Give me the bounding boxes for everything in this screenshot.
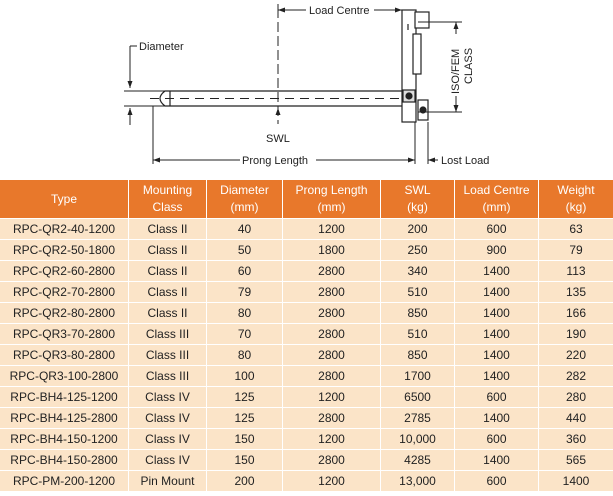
cell-swl: 10,000 (381, 429, 455, 450)
diameter-dimension (124, 46, 172, 125)
column-header-line2: (kg) (565, 200, 587, 214)
cell-load-centre: 1400 (455, 366, 539, 387)
table-body (0, 219, 613, 492)
cell-diameter: 40 (207, 219, 283, 240)
cell-load-centre: 1400 (455, 408, 539, 429)
cell-diameter: 125 (207, 408, 283, 429)
column-header-line2: (kg) (407, 200, 428, 214)
column-header-line1: Type (50, 191, 77, 206)
specification-table (0, 180, 613, 492)
cell-prong-length: 2800 (283, 282, 381, 303)
column-header-line2: (mm) (230, 200, 259, 214)
cell-prong-length: 2800 (283, 366, 381, 387)
cell-weight: 190 (539, 324, 613, 345)
cell-type: RPC-PM-200-1200 (0, 471, 129, 492)
load-centre-label: Load Centre (309, 5, 370, 17)
column-header-diameter (207, 180, 283, 219)
cell-load-centre: 1400 (455, 345, 539, 366)
cell-swl: 1700 (381, 366, 455, 387)
cell-prong-length: 1200 (283, 471, 381, 492)
cell-swl: 850 (381, 303, 455, 324)
column-header-swl (381, 180, 455, 219)
swl-label: SWL (266, 133, 290, 145)
table-row (0, 450, 613, 471)
cell-prong-length: 2800 (283, 303, 381, 324)
cell-type: RPC-QR2-50-1800 (0, 240, 129, 261)
cell-load-centre: 1400 (455, 282, 539, 303)
class-label: CLASS (463, 47, 475, 84)
table-row (0, 261, 613, 282)
column-header-weight (539, 180, 613, 219)
column-header-line1: Mounting (142, 183, 193, 197)
cell-weight: 1400 (539, 471, 613, 492)
column-header-type (0, 180, 129, 219)
cell-prong-length: 2800 (283, 324, 381, 345)
cell-diameter: 50 (207, 240, 283, 261)
table-row (0, 240, 613, 261)
table-row (0, 366, 613, 387)
cell-weight: 360 (539, 429, 613, 450)
cell-diameter: 100 (207, 366, 283, 387)
cell-mounting-class: Class IV (129, 429, 207, 450)
cell-load-centre: 600 (455, 219, 539, 240)
column-header-line2: (mm) (482, 200, 511, 214)
cell-swl: 4285 (381, 450, 455, 471)
cell-swl: 13,000 (381, 471, 455, 492)
cell-diameter: 70 (207, 324, 283, 345)
diameter-label: Diameter (139, 41, 184, 53)
cell-load-centre: 1400 (455, 261, 539, 282)
cell-load-centre: 600 (455, 429, 539, 450)
cell-type: RPC-QR3-100-2800 (0, 366, 129, 387)
cell-swl: 200 (381, 219, 455, 240)
mounting-carriage (402, 10, 429, 122)
cell-type: RPC-QR2-60-2800 (0, 261, 129, 282)
cell-type: RPC-QR2-40-1200 (0, 219, 129, 240)
cell-mounting-class: Class II (129, 282, 207, 303)
cell-weight: 280 (539, 387, 613, 408)
cell-swl: 250 (381, 240, 455, 261)
cell-diameter: 80 (207, 303, 283, 324)
cell-type: RPC-BH4-150-2800 (0, 450, 129, 471)
swl-marker (276, 22, 281, 124)
cell-prong-length: 2800 (283, 408, 381, 429)
prong-shape (150, 91, 402, 106)
table-row (0, 303, 613, 324)
cell-type: RPC-BH4-150-1200 (0, 429, 129, 450)
cell-mounting-class: Class II (129, 240, 207, 261)
table-row (0, 471, 613, 492)
cell-prong-length: 1200 (283, 387, 381, 408)
cell-weight: 220 (539, 345, 613, 366)
column-header-line2: (mm) (317, 200, 346, 214)
cell-prong-length: 2800 (283, 261, 381, 282)
cell-type: RPC-QR2-80-2800 (0, 303, 129, 324)
cell-weight: 113 (539, 261, 613, 282)
cell-mounting-class: Class III (129, 366, 207, 387)
cell-weight: 63 (539, 219, 613, 240)
column-header-line1: Diameter (220, 183, 269, 197)
cell-weight: 166 (539, 303, 613, 324)
column-header-load-centre (455, 180, 539, 219)
table-header-row (0, 180, 613, 219)
cell-diameter: 150 (207, 429, 283, 450)
prong-length-label: Prong Length (242, 155, 309, 167)
table-row (0, 282, 613, 303)
cell-type: RPC-QR3-70-2800 (0, 324, 129, 345)
column-header-line1: SWL (404, 183, 431, 197)
cell-diameter: 125 (207, 387, 283, 408)
cell-weight: 440 (539, 408, 613, 429)
lost-load-dimension (428, 122, 438, 164)
iso-fem-label: ISO/FEM (450, 48, 462, 94)
column-header-line1: Weight (557, 183, 595, 197)
cell-mounting-class: Class II (129, 219, 207, 240)
cell-swl: 510 (381, 324, 455, 345)
cell-swl: 340 (381, 261, 455, 282)
cell-type: RPC-BH4-125-2800 (0, 408, 129, 429)
column-header-prong-length (283, 180, 381, 219)
cell-prong-length: 1200 (283, 429, 381, 450)
table-row (0, 219, 613, 240)
cell-prong-length: 2800 (283, 450, 381, 471)
cell-diameter: 150 (207, 450, 283, 471)
cell-weight: 282 (539, 366, 613, 387)
cell-diameter: 60 (207, 261, 283, 282)
cell-mounting-class: Class II (129, 303, 207, 324)
cell-type: RPC-BH4-125-1200 (0, 387, 129, 408)
lost-load-label: Lost Load (441, 155, 490, 167)
cell-load-centre: 1400 (455, 450, 539, 471)
cell-load-centre: 600 (455, 471, 539, 492)
cell-swl: 510 (381, 282, 455, 303)
table-row (0, 345, 613, 366)
cell-prong-length: 1200 (283, 219, 381, 240)
table-row (0, 324, 613, 345)
cell-swl: 2785 (381, 408, 455, 429)
table-row (0, 408, 613, 429)
table-row (0, 429, 613, 450)
column-header-line2: Class (152, 200, 183, 214)
cell-diameter: 79 (207, 282, 283, 303)
cell-prong-length: 2800 (283, 345, 381, 366)
cell-load-centre: 900 (455, 240, 539, 261)
prong-dimension-diagram (0, 0, 613, 180)
cell-load-centre: 600 (455, 387, 539, 408)
cell-mounting-class: Class IV (129, 450, 207, 471)
cell-weight: 79 (539, 240, 613, 261)
cell-prong-length: 1800 (283, 240, 381, 261)
cell-mounting-class: Class IV (129, 387, 207, 408)
cell-mounting-class: Class IV (129, 408, 207, 429)
cell-swl: 6500 (381, 387, 455, 408)
cell-mounting-class: Class III (129, 324, 207, 345)
cell-diameter: 80 (207, 345, 283, 366)
cell-weight: 565 (539, 450, 613, 471)
cell-mounting-class: Class III (129, 345, 207, 366)
cell-mounting-class: Class II (129, 261, 207, 282)
column-header-line1: Prong Length (295, 183, 368, 197)
table-row (0, 387, 613, 408)
cell-diameter: 200 (207, 471, 283, 492)
column-header-line1: Load Centre (463, 183, 530, 197)
cell-load-centre: 1400 (455, 303, 539, 324)
cell-weight: 135 (539, 282, 613, 303)
column-header-mounting-class (129, 180, 207, 219)
cell-swl: 850 (381, 345, 455, 366)
cell-type: RPC-QR2-70-2800 (0, 282, 129, 303)
cell-mounting-class: Pin Mount (129, 471, 207, 492)
cell-type: RPC-QR3-80-2800 (0, 345, 129, 366)
cell-load-centre: 1400 (455, 324, 539, 345)
